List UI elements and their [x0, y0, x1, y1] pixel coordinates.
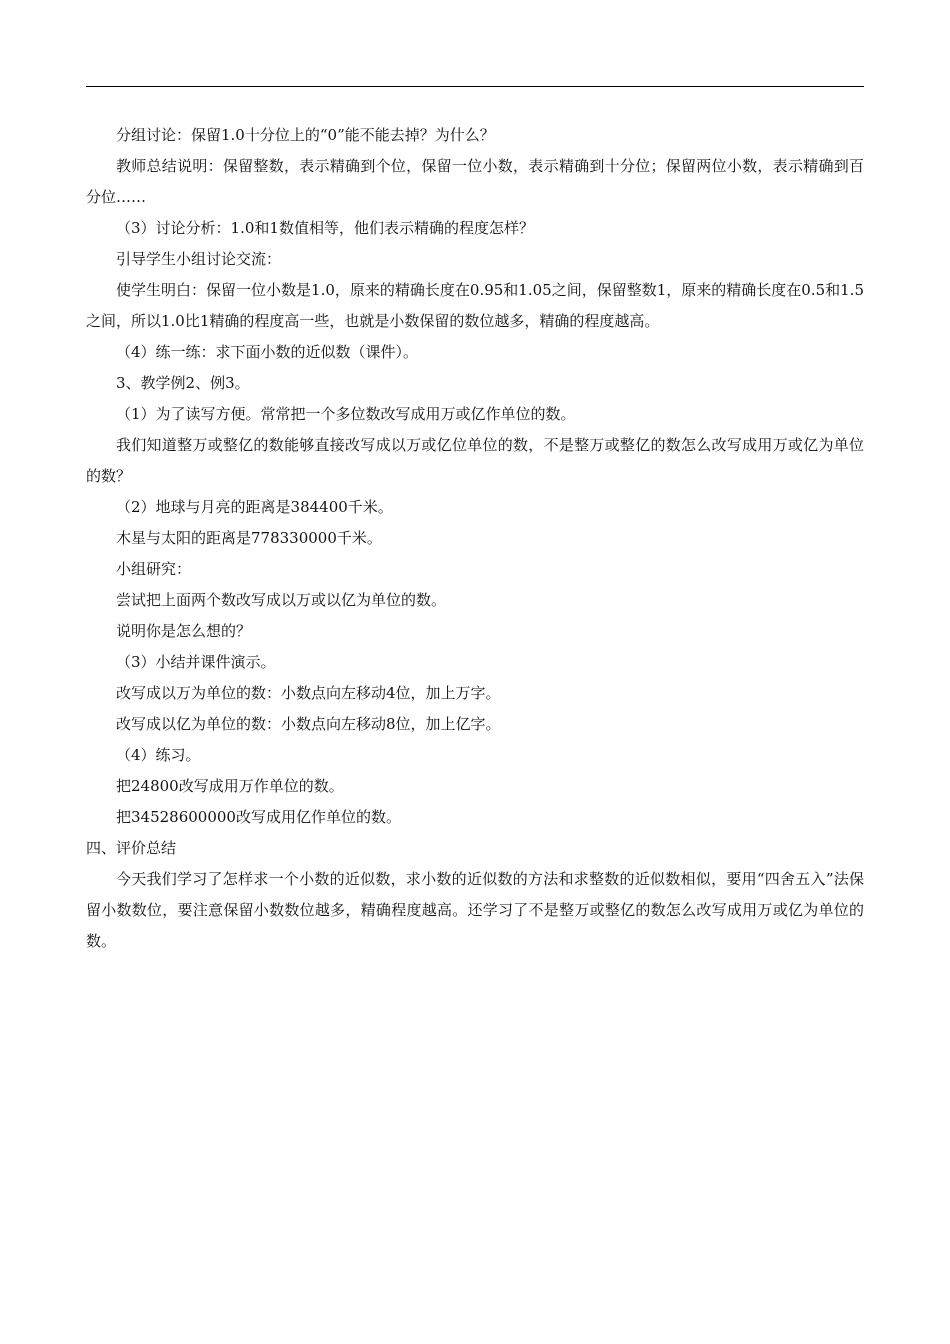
paragraph-rule-wan: 改写成以万为单位的数：小数点向左移动4位，加上万字。: [116, 684, 501, 702]
paragraph-guide-students: 引导学生小组讨论交流：: [116, 250, 282, 268]
paragraph-discussion-analysis: （3）讨论分析：1.0和1数值相等，他们表示精确的程度怎样？: [116, 219, 534, 237]
paragraph-teach-examples: 3、教学例2、例3。: [116, 374, 250, 392]
paragraph-rewrite-intro: （1）为了读写方便。常常把一个多位数改写成用万或亿作单位的数。: [116, 405, 576, 423]
paragraph-rewrite-question: 我们知道整万或整亿的数能够直接改写成以万或亿位单位的数，不是整万或整亿的数怎么改写成用万或亿为单位的数？: [86, 436, 864, 485]
section-heading-evaluation: 四、评价总结: [86, 839, 177, 857]
paragraph-group-discussion: 分组讨论：保留1.0十分位上的“0”能不能去掉？为什么？: [116, 126, 495, 144]
paragraph-explain: 说明你是怎么想的？: [116, 622, 252, 640]
header-rule: [86, 86, 864, 87]
paragraph-rule-yi: 改写成以亿为单位的数：小数点向左移动8位，加上亿字。: [116, 715, 501, 733]
paragraph-try-rewrite: 尝试把上面两个数改写成以万或以亿为单位的数。: [116, 591, 447, 609]
paragraph-teacher-summary: 教师总结说明：保留整数，表示精确到个位，保留一位小数，表示精确到十分位；保留两位小数，表示精确到百分位……: [86, 157, 864, 206]
paragraph-conclusion: 今天我们学习了怎样求一个小数的近似数，求小数的近似数的方法和求整数的近似数相似，要用“四舍五入”法保留小数数位，要注意保留小数数位越多，精确程度越高。还学习了不是整万或整亿的数怎么改写成用万或亿为单位的数。: [86, 870, 864, 950]
paragraph-earth-moon: （2）地球与月亮的距离是384400千米。: [116, 498, 393, 516]
paragraph-group-study: 小组研究：: [116, 560, 192, 578]
paragraph-jupiter-sun: 木星与太阳的距离是778330000千米。: [116, 529, 382, 547]
paragraph-practice: （4）练一练：求下面小数的近似数（课件）。: [116, 343, 419, 361]
paragraph-exercise: （4）练习。: [116, 746, 201, 764]
paragraph-students-understand: 使学生明白：保留一位小数是1.0，原来的精确长度在0.95和1.05之间，保留整数1，原来的精确长度在0.5和1.5之间，所以1.0比1精确的程度高一些，也就是小数保留的数位越多，精确的程度越高。: [86, 281, 864, 330]
paragraph-exercise-1: 把24800改写成用万作单位的数。: [116, 777, 344, 795]
paragraph-summary-demo: （3）小结并课件演示。: [116, 653, 276, 671]
paragraph-exercise-2: 把34528600000改写成用亿作单位的数。: [116, 808, 401, 826]
document-body: [86, 120, 864, 957]
